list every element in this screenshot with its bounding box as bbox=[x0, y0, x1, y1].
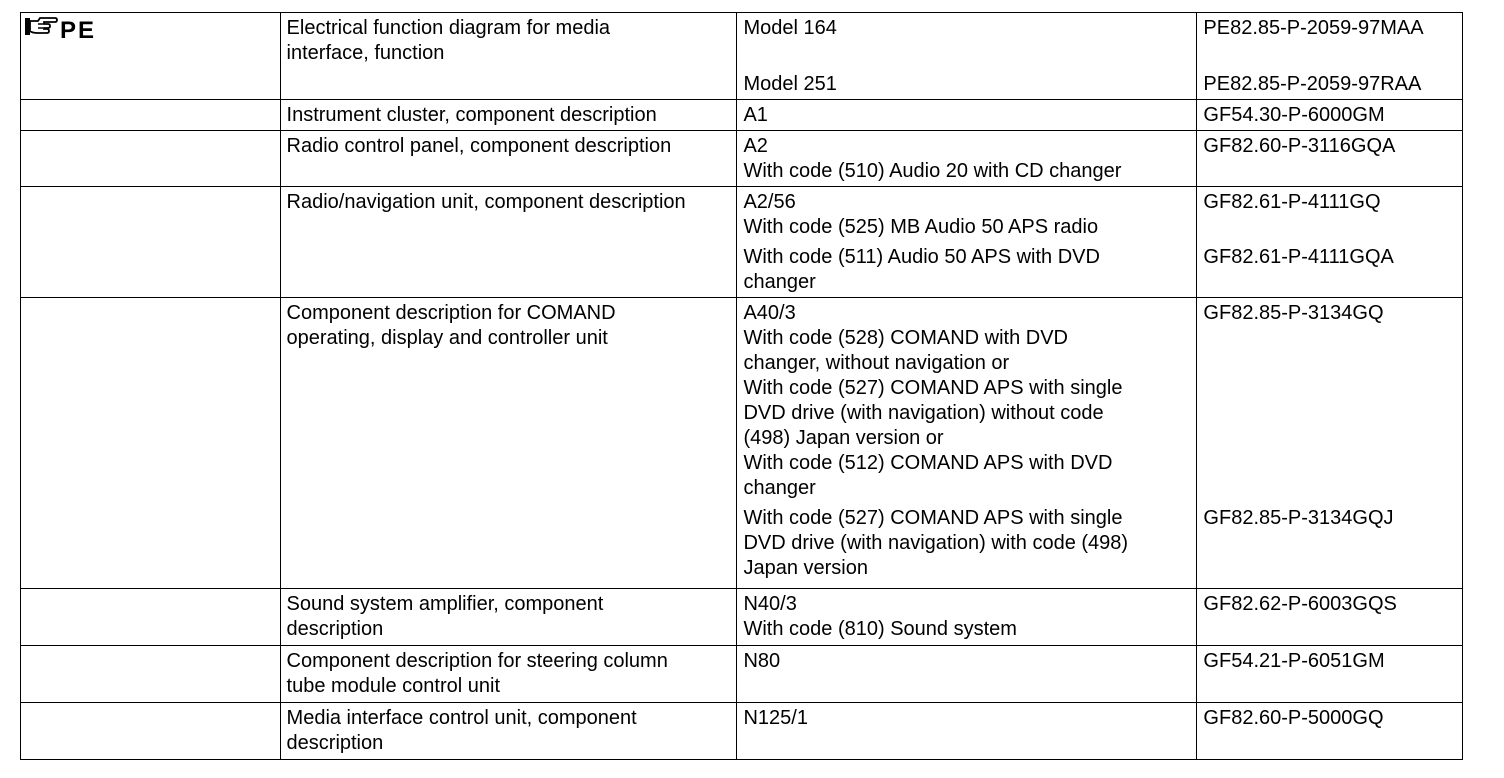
marker-label: PE bbox=[60, 16, 97, 44]
reference-cell bbox=[1197, 703, 1463, 760]
marker-cell bbox=[21, 13, 281, 100]
applicability-cell bbox=[737, 298, 1197, 589]
pointing-hand-icon bbox=[24, 15, 58, 46]
description-cell bbox=[280, 646, 737, 703]
reference-cell bbox=[1197, 13, 1463, 100]
description-cell bbox=[280, 703, 737, 760]
table-row bbox=[21, 131, 1463, 187]
table-row bbox=[21, 703, 1463, 760]
marker-cell bbox=[21, 100, 281, 131]
table-row bbox=[21, 13, 1463, 100]
description-cell bbox=[280, 13, 737, 100]
document-reference: GF82.85-P-3134GQ bbox=[1203, 302, 1384, 324]
reference-cell bbox=[1197, 100, 1463, 131]
applicability-cell bbox=[737, 131, 1197, 187]
reference-cell bbox=[1197, 298, 1463, 589]
table-row bbox=[21, 298, 1463, 589]
description-cell bbox=[280, 298, 737, 589]
document-reference: GF82.61-P-4111GQ bbox=[1203, 191, 1381, 213]
row-title: Electrical function diagram for media interface, function bbox=[286, 17, 611, 64]
entry-text: N40/3 With code (810) Sound system bbox=[743, 593, 1017, 640]
entry-text: A2 With code (510) Audio 20 with CD changer bbox=[743, 135, 1122, 182]
table-row bbox=[21, 100, 1463, 131]
description-cell bbox=[280, 100, 737, 131]
marker-cell bbox=[21, 187, 281, 298]
row-title: Component description for COMAND operating, display and controller unit bbox=[286, 302, 616, 349]
description-cell bbox=[280, 131, 737, 187]
entry-text: With code (511) Audio 50 APS with DVD changer bbox=[743, 246, 1100, 293]
document-reference: GF54.30-P-6000GM bbox=[1203, 104, 1385, 126]
applicability-cell bbox=[737, 187, 1197, 298]
document-reference: GF82.85-P-3134GQJ bbox=[1203, 507, 1394, 529]
applicability-cell bbox=[737, 13, 1197, 100]
applicability-cell bbox=[737, 646, 1197, 703]
entry-text: Model 164 bbox=[743, 17, 837, 39]
row-title: Component description for steering column tube module control unit bbox=[286, 650, 668, 697]
marker-cell bbox=[21, 131, 281, 187]
table-row bbox=[21, 646, 1463, 703]
entry-text: N80 bbox=[743, 650, 781, 672]
document-reference: GF82.60-P-5000GQ bbox=[1203, 707, 1384, 729]
row-title: Radio/navigation unit, component description bbox=[286, 191, 686, 213]
marker-cell bbox=[21, 646, 281, 703]
entry-text: N125/1 bbox=[743, 707, 808, 729]
marker-cell bbox=[21, 589, 281, 646]
document-reference: PE82.85-P-2059-97RAA bbox=[1203, 73, 1422, 95]
applicability-cell bbox=[737, 703, 1197, 760]
marker-cell bbox=[21, 298, 281, 589]
document-reference: GF82.62-P-6003GQS bbox=[1203, 593, 1397, 615]
reference-cell bbox=[1197, 187, 1463, 298]
description-cell bbox=[280, 187, 737, 298]
reference-table bbox=[20, 12, 1463, 760]
entry-text: A40/3 With code (528) COMAND with DVD changer, without navigation or With code (527) COMAND APS with single DVD drive (with navigation) without code (498) Japan version or With code (512) COMAND APS with DVD changer bbox=[743, 302, 1123, 499]
entry-text: A2/56 With code (525) MB Audio 50 APS radio bbox=[743, 191, 1099, 238]
row-title: Instrument cluster, component description bbox=[286, 104, 657, 126]
document-reference: PE82.85-P-2059-97MAA bbox=[1203, 17, 1424, 39]
row-title: Sound system amplifier, component description bbox=[286, 593, 604, 640]
description-cell bbox=[280, 589, 737, 646]
marker-cell bbox=[21, 703, 281, 760]
entry-text: A1 bbox=[743, 104, 768, 126]
row-title: Media interface control unit, component description bbox=[286, 707, 637, 754]
entry-text: Model 251 bbox=[743, 73, 837, 95]
document-reference: GF82.60-P-3116GQA bbox=[1203, 135, 1396, 157]
applicability-cell bbox=[737, 589, 1197, 646]
row-title: Radio control panel, component description bbox=[286, 135, 672, 157]
document-reference: GF82.61-P-4111GQA bbox=[1203, 246, 1394, 268]
reference-cell bbox=[1197, 589, 1463, 646]
document-reference: GF54.21-P-6051GM bbox=[1203, 650, 1385, 672]
table-row bbox=[21, 589, 1463, 646]
table-row bbox=[21, 187, 1463, 298]
applicability-cell bbox=[737, 100, 1197, 131]
entry-text: With code (527) COMAND APS with single DVD drive (with navigation) with code (498) Japan version bbox=[743, 507, 1129, 579]
reference-cell bbox=[1197, 131, 1463, 187]
reference-cell bbox=[1197, 646, 1463, 703]
